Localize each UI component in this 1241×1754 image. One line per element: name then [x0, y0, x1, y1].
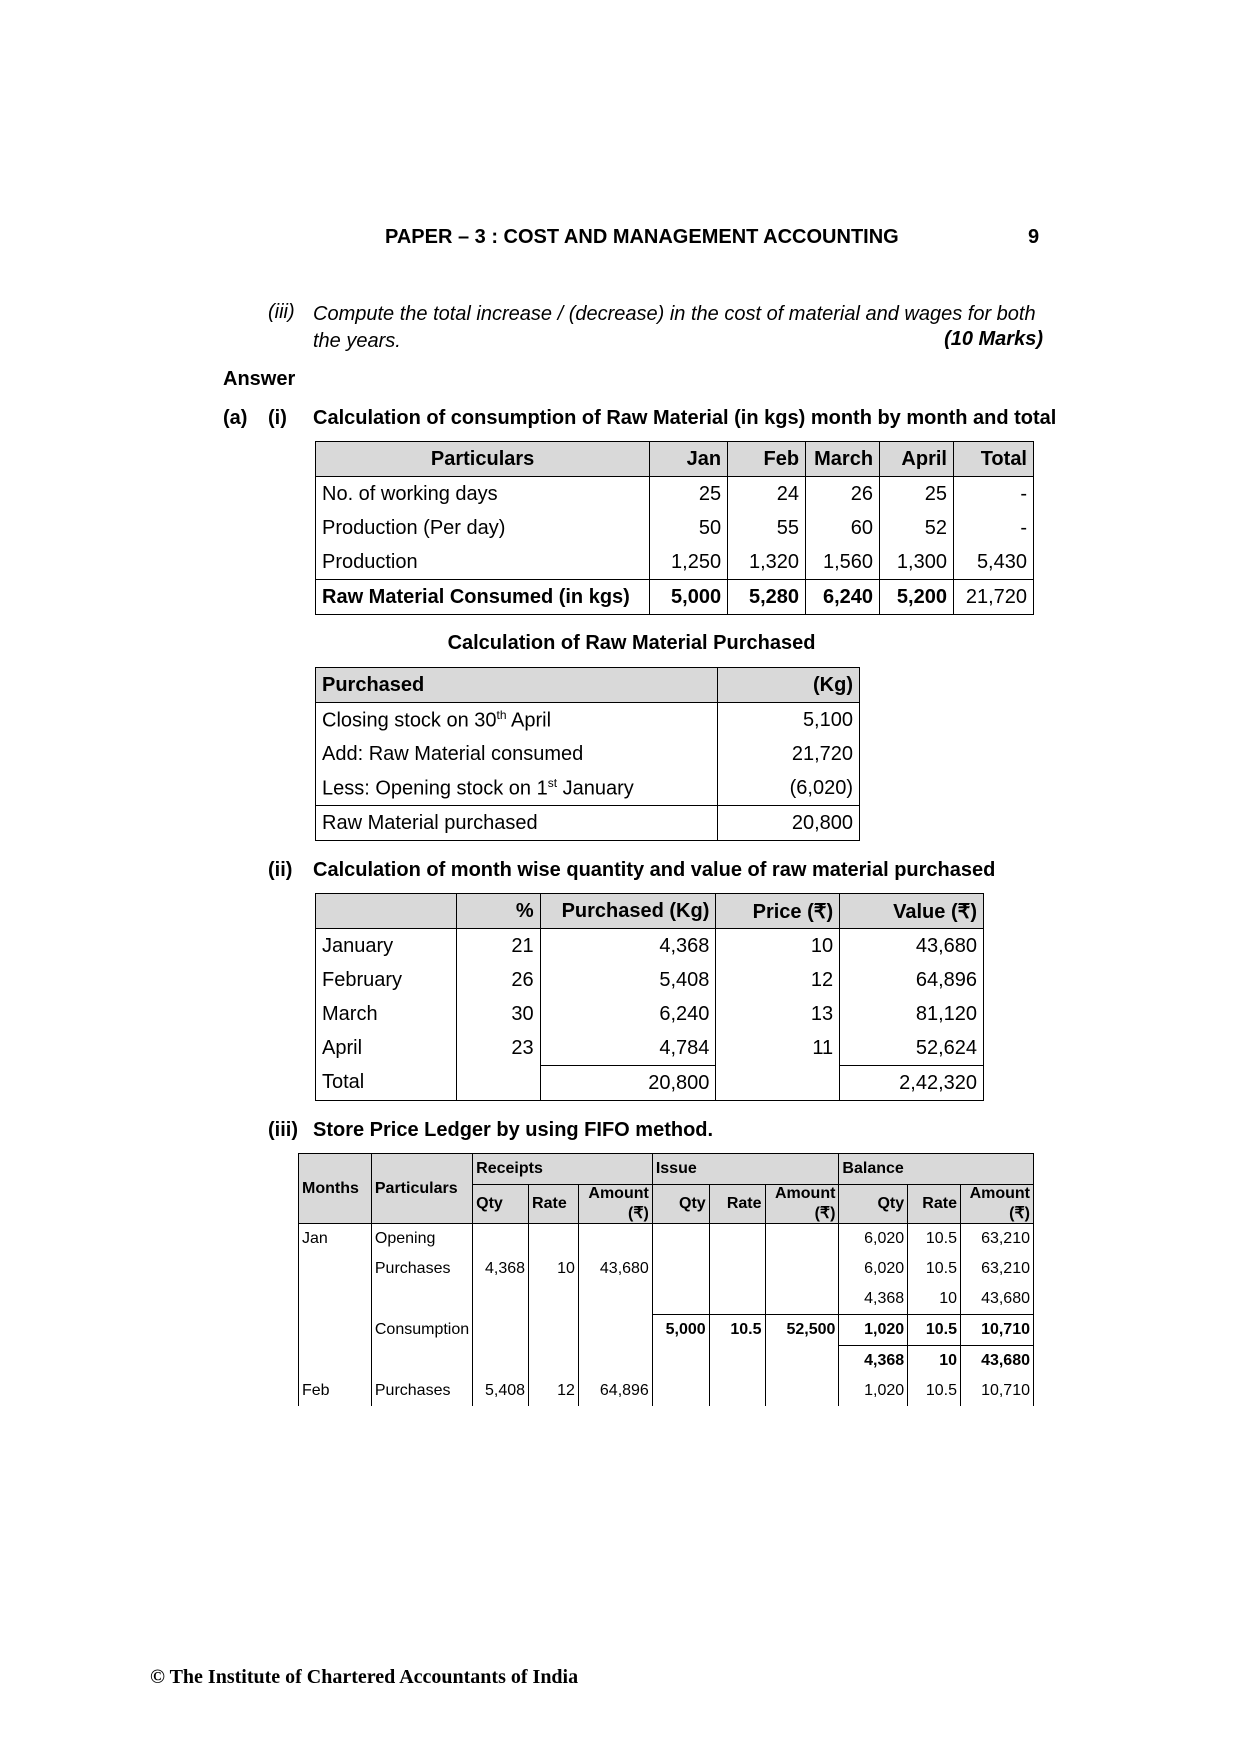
table-cell: 63,210 [960, 1254, 1033, 1284]
table-cell: 43,680 [578, 1254, 652, 1284]
table-cell [765, 1346, 839, 1377]
table-cell: 1,560 [806, 545, 880, 580]
table-cell: 1,300 [880, 545, 954, 580]
table-cell: 6,020 [839, 1224, 908, 1255]
ledger-title: Store Price Ledger by using FIFO method. [313, 1119, 714, 1141]
table-cell: 64,896 [578, 1376, 652, 1406]
table-row [316, 929, 984, 964]
table-cell: 10.5 [908, 1224, 961, 1255]
table-cell: 4,784 [540, 1031, 716, 1066]
table-header-row [316, 894, 984, 929]
table-cell: 5,408 [540, 963, 716, 997]
table-cell: 52,624 [840, 1031, 984, 1066]
question-text: Compute the total increase / (decrease) in the cost of material and wages for both the years. [313, 303, 1036, 352]
table-cell [371, 1284, 472, 1315]
part-ii-label: (ii) [268, 859, 293, 881]
table-cell: 20,800 [540, 1066, 716, 1101]
table-cell: 10,710 [960, 1315, 1033, 1346]
table-cell: Production [316, 545, 650, 580]
table-row [316, 963, 984, 997]
purchased-title: Calculation of Raw Material Purchased [447, 632, 816, 654]
table-cell [652, 1346, 709, 1377]
table-row [299, 1284, 1034, 1315]
table-row [316, 737, 860, 771]
table-cell: 1,020 [839, 1376, 908, 1406]
table-cell: 4,368 [540, 929, 716, 964]
table-cell: 2,42,320 [840, 1066, 984, 1101]
table-cell: 50 [650, 511, 728, 545]
table-row [299, 1254, 1034, 1284]
column-header: Months [299, 1154, 372, 1224]
table-cell: Raw Material Consumed (in kgs) [316, 580, 650, 615]
table-cell [473, 1315, 529, 1346]
table-cell: 13 [716, 997, 840, 1031]
table-row [299, 1224, 1034, 1255]
table-cell [529, 1284, 579, 1315]
table-cell [709, 1224, 765, 1255]
table-cell: 10 [529, 1254, 579, 1284]
column-header: Qty [839, 1185, 908, 1224]
table-row [299, 1376, 1034, 1406]
table-cell: 21 [456, 929, 540, 964]
column-header: Value (₹) [840, 894, 984, 929]
table-cell: Total [316, 1066, 457, 1101]
column-header: March [806, 442, 880, 477]
column-header: Purchased [316, 668, 718, 703]
table-cell: 5,408 [473, 1376, 529, 1406]
column-group-header: Receipts [473, 1154, 653, 1185]
table-cell [709, 1284, 765, 1315]
table-cell [716, 1066, 840, 1101]
table-cell: Feb [299, 1376, 372, 1406]
table-cell [765, 1224, 839, 1255]
column-header: Amount (₹) [765, 1185, 839, 1224]
table-cell: 23 [456, 1031, 540, 1066]
column-group-header: Issue [652, 1154, 839, 1185]
question-marks: (10 Marks) [944, 328, 1043, 350]
table-cell: 10,710 [960, 1376, 1033, 1406]
table-cell: 20,800 [718, 806, 860, 841]
table-cell [765, 1376, 839, 1406]
table-cell [299, 1254, 372, 1284]
table-cell [578, 1346, 652, 1377]
monthwise-table [315, 893, 984, 1101]
table-cell: 5,200 [880, 580, 954, 615]
table-cell: 6,240 [540, 997, 716, 1031]
table-cell: Add: Raw Material consumed [316, 737, 718, 771]
table-cell: 52,500 [765, 1315, 839, 1346]
table-cell [578, 1284, 652, 1315]
column-header: Particulars [371, 1154, 472, 1224]
table-cell: 1,250 [650, 545, 728, 580]
table-cell [652, 1376, 709, 1406]
table-header-row [316, 668, 860, 703]
table-cell [709, 1376, 765, 1406]
table-row [316, 806, 860, 841]
table-cell: 6,240 [806, 580, 880, 615]
table-cell [709, 1346, 765, 1377]
table-cell: Less: Opening stock on 1st January [316, 771, 718, 806]
table-cell: 10 [908, 1346, 961, 1377]
table-cell [473, 1284, 529, 1315]
table-cell: 10 [716, 929, 840, 964]
column-group-header: Balance [839, 1154, 1034, 1185]
table-cell: 12 [529, 1376, 579, 1406]
table-cell [473, 1224, 529, 1255]
table-cell: (6,020) [718, 771, 860, 806]
table-cell: February [316, 963, 457, 997]
table-row [316, 1066, 984, 1101]
table-cell: 26 [806, 477, 880, 512]
table-cell [765, 1254, 839, 1284]
table-header-row [316, 442, 1034, 477]
table-cell: January [316, 929, 457, 964]
column-header: Qty [473, 1185, 529, 1224]
table-cell [578, 1315, 652, 1346]
table-cell: 12 [716, 963, 840, 997]
table-row [316, 477, 1034, 512]
column-header: Total [953, 442, 1033, 477]
table-cell: 10.5 [908, 1254, 961, 1284]
column-header: Jan [650, 442, 728, 477]
table-cell [529, 1346, 579, 1377]
column-header: Feb [728, 442, 806, 477]
table-cell: 4,368 [839, 1284, 908, 1315]
table-cell: 43,680 [840, 929, 984, 964]
table-cell: 25 [650, 477, 728, 512]
table-cell: March [316, 997, 457, 1031]
table-cell: April [316, 1031, 457, 1066]
table-row [316, 703, 860, 738]
table-cell: 4,368 [473, 1254, 529, 1284]
table-cell [652, 1224, 709, 1255]
table-cell: 10 [908, 1284, 961, 1315]
page-number: 9 [1028, 226, 1040, 248]
table-row [299, 1315, 1034, 1346]
table-header-row [299, 1154, 1034, 1185]
table-cell: - [953, 477, 1033, 512]
part-a-i-label: (i) [268, 407, 287, 429]
purchased-table [315, 667, 860, 841]
column-header: % [456, 894, 540, 929]
copyright-footer: © The Institute of Chartered Accountants of India [150, 1666, 579, 1688]
table-row [316, 997, 984, 1031]
table-cell: 24 [728, 477, 806, 512]
table-cell: Jan [299, 1224, 372, 1255]
table-cell: 43,680 [960, 1346, 1033, 1377]
table-cell: 1,320 [728, 545, 806, 580]
table-cell: 5,000 [652, 1315, 709, 1346]
table-cell: 60 [806, 511, 880, 545]
table-cell: 55 [728, 511, 806, 545]
table-cell [299, 1315, 372, 1346]
table-cell [529, 1224, 579, 1255]
table-row [316, 511, 1034, 545]
table-row [316, 545, 1034, 580]
table-cell [529, 1315, 579, 1346]
column-header: Price (₹) [716, 894, 840, 929]
table-cell: 1,020 [839, 1315, 908, 1346]
table-cell [578, 1224, 652, 1255]
table-row [316, 580, 1034, 615]
monthwise-title: Calculation of month wise quantity and value of raw material purchased [313, 859, 996, 881]
table-cell: 10.5 [908, 1315, 961, 1346]
column-header: Rate [908, 1185, 961, 1224]
table-cell: 21,720 [718, 737, 860, 771]
table-row [299, 1346, 1034, 1377]
table-cell: 11 [716, 1031, 840, 1066]
table-cell: Consumption [371, 1315, 472, 1346]
column-header: Amount (₹) [578, 1185, 652, 1224]
table-cell: 5,430 [953, 545, 1033, 580]
table-cell: - [953, 511, 1033, 545]
table-cell: 43,680 [960, 1284, 1033, 1315]
table-cell: Production (Per day) [316, 511, 650, 545]
page-header-title: PAPER – 3 : COST AND MANAGEMENT ACCOUNTING [385, 226, 899, 248]
store-ledger-table [298, 1153, 1034, 1406]
table-cell: Purchases [371, 1376, 472, 1406]
table-cell: Raw Material purchased [316, 806, 718, 841]
table-cell: 6,020 [839, 1254, 908, 1284]
table-cell: 4,368 [839, 1346, 908, 1377]
table-cell: 10.5 [908, 1376, 961, 1406]
consumption-table [315, 441, 1034, 615]
table-cell: Closing stock on 30th April [316, 703, 718, 738]
table-cell [456, 1066, 540, 1101]
table-cell [652, 1284, 709, 1315]
part-iii-label: (iii) [268, 1119, 298, 1141]
column-header: Particulars [316, 442, 650, 477]
column-header: Rate [529, 1185, 579, 1224]
column-header: Rate [709, 1185, 765, 1224]
question-number: (iii) [268, 301, 295, 323]
table-cell [765, 1284, 839, 1315]
table-cell: Purchases [371, 1254, 472, 1284]
part-a-label: (a) [223, 407, 248, 429]
table-cell: Opening [371, 1224, 472, 1255]
column-header: Purchased (Kg) [540, 894, 716, 929]
column-header: (Kg) [718, 668, 860, 703]
table-cell: 26 [456, 963, 540, 997]
table-cell: 25 [880, 477, 954, 512]
table-cell: 10.5 [709, 1315, 765, 1346]
answer-heading: Answer [223, 368, 296, 390]
table-cell: 81,120 [840, 997, 984, 1031]
table-row [316, 1031, 984, 1066]
table-cell [652, 1254, 709, 1284]
table-cell [473, 1346, 529, 1377]
table-cell: 52 [880, 511, 954, 545]
table-cell: 30 [456, 997, 540, 1031]
column-header: Amount (₹) [960, 1185, 1033, 1224]
table-cell [709, 1254, 765, 1284]
table-cell: 5,100 [718, 703, 860, 738]
table-cell: 21,720 [953, 580, 1033, 615]
table-cell: 5,280 [728, 580, 806, 615]
table-row [316, 771, 860, 806]
column-header: April [880, 442, 954, 477]
table-cell: 64,896 [840, 963, 984, 997]
table-cell: 5,000 [650, 580, 728, 615]
table-cell: No. of working days [316, 477, 650, 512]
table-cell: 63,210 [960, 1224, 1033, 1255]
column-header: Qty [652, 1185, 709, 1224]
column-header [316, 894, 457, 929]
consumption-title: Calculation of consumption of Raw Material (in kgs) month by month and total [313, 407, 1057, 429]
table-cell [299, 1346, 372, 1377]
table-cell [371, 1346, 472, 1377]
table-cell [299, 1284, 372, 1315]
